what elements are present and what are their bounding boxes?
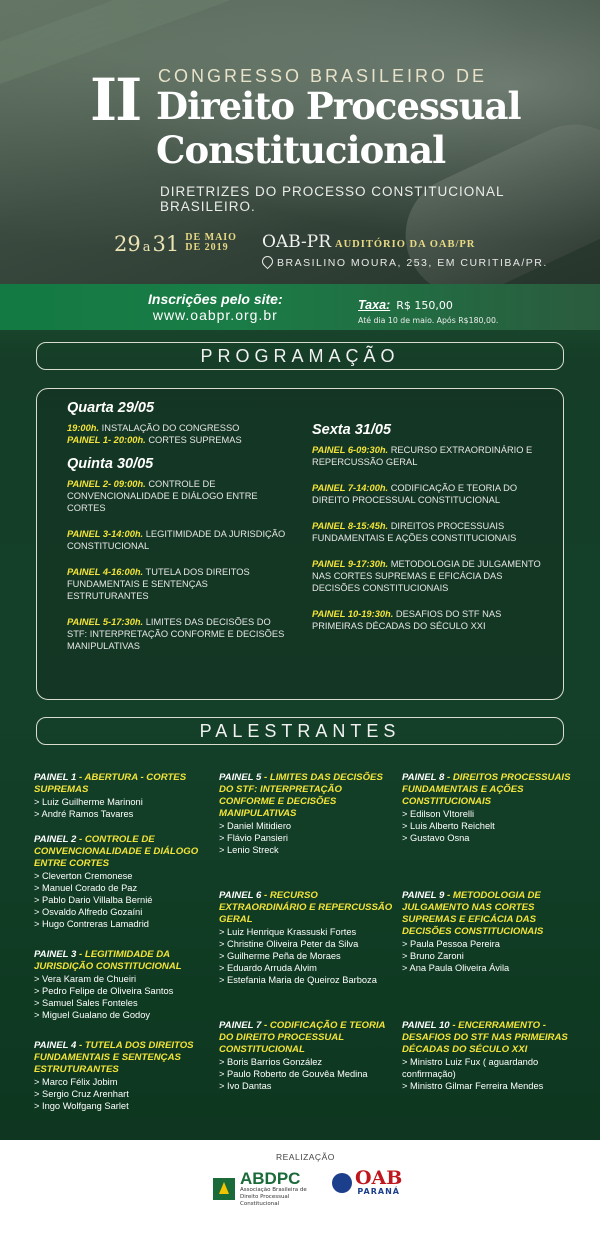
fee-value: R$ 150,00 [396, 299, 453, 312]
header-banner [0, 0, 600, 285]
speaker: > Samuel Sales Fonteles [34, 998, 138, 1008]
venue-org: OAB-PR [262, 232, 332, 252]
speaker: > Osvaldo Alfredo Gozaíni [34, 907, 143, 917]
speaker: > Estefania Maria de Queiroz Barboza [219, 975, 377, 985]
panel-title: PAINEL 8 - DIREITOS PROCESSUAIS FUNDAMENTAIS E AÇÕES CONSTITUCIONAIS [402, 772, 571, 807]
panel-title: PAINEL 10 - ENCERRAMENTO - DESAFIOS DO STF NAS PRIMEIRAS DÉCADAS DO SÉCULO XXI [402, 1020, 568, 1055]
panel-title: PAINEL 1 - ABERTURA - CORTES SUPREMAS [34, 772, 187, 795]
speaker: > Guilherme Peña de Moraes [219, 951, 341, 961]
oab-logo [332, 1169, 402, 1196]
date-start: 29 [114, 232, 141, 256]
day-sexta: Sexta 31/05 [312, 422, 392, 438]
date-month: DE MAIO [185, 232, 237, 243]
panel-10 [402, 1020, 574, 1092]
program-event: PAINEL 7-14:00h. CODIFICAÇÃO E TEORIA DO DIREITO PROCESSUAL CONSTITUCIONAL [312, 483, 518, 505]
panel-title: PAINEL 5 - LIMITES DAS DECISÕES DO STF: INTERPRETAÇÃO CONFORME E DECISÕES MANIPULATIVAS [219, 772, 383, 819]
subtitle: DIRETRIZES DO PROCESSO CONSTITUCIONAL BRASILEIRO. [160, 184, 505, 214]
speaker: > Manuel Corado de Paz [34, 883, 138, 893]
speaker: > Bruno Zaroni [402, 951, 464, 961]
program-event: PAINEL 10-19:30h. DESAFIOS DO STF NAS PRIMEIRAS DÉCADAS DO SÉCULO XXI [312, 609, 502, 631]
venue-address-line [262, 256, 548, 269]
speaker: > Luis Alberto Reichelt [402, 821, 495, 831]
program-event: PAINEL 6-09:30h. RECURSO EXTRAORDINÁRIO E REPERCUSSÃO GERAL [312, 445, 533, 467]
palestrantes-heading: PALESTRANTES [36, 717, 564, 745]
realizacao-label: REALIZAÇÃO [276, 1152, 335, 1162]
program-right-column [312, 424, 547, 646]
registration-label: Inscrições pelo site: [148, 291, 283, 307]
date-year: DE 2019 [185, 242, 229, 253]
abdpc-name: ABDPC [240, 1169, 301, 1188]
date-month-year [185, 232, 237, 253]
abdpc-subtitle: Associação Brasileira de Direito Processual Constitucional [240, 1187, 307, 1207]
speaker: > Luiz Guilherme Marinoni [34, 797, 143, 807]
speaker: > Ivo Dantas [219, 1081, 272, 1091]
venue-address: BRASILINO MOURA, 253, EM CURITIBA/PR. [277, 257, 548, 269]
event-dates [114, 232, 237, 256]
speaker: > Sergio Cruz Arenhart [34, 1089, 129, 1099]
panel-title: PAINEL 7 - CODIFICAÇÃO E TEORIA DO DIREITO PROCESSUAL CONSTITUCIONAL [219, 1020, 386, 1055]
oab-globe-icon [332, 1173, 352, 1193]
fee-note: Até dia 10 de maio. Após R$180,00. [358, 316, 499, 325]
registration-url[interactable]: www.oabpr.org.br [152, 307, 278, 323]
speaker: > Lenio Streck [219, 845, 279, 855]
program-event: PAINEL 4-16:00h. TUTELA DOS DIREITOS FUNDAMENTAIS E SENTENÇAS ESTRUTURANTES [67, 567, 250, 601]
panel-2 [34, 834, 206, 930]
panel-3 [34, 949, 214, 1021]
panel-5 [219, 772, 394, 856]
panel-title: PAINEL 2 - CONTROLE DE CONVENCIONALIDADE E DIÁLOGO ENTRE CORTES [34, 834, 199, 869]
title-line-2: Constitucional [156, 128, 446, 172]
fee-info [358, 294, 498, 325]
speaker: > Vera Karam de Chueiri [34, 974, 137, 984]
panel-9 [402, 890, 572, 974]
panel-1 [34, 772, 206, 820]
programacao-heading: PROGRAMAÇÃO [36, 342, 564, 370]
day-quarta: Quarta 29/05 [67, 400, 155, 416]
speaker: > Hugo Contreras Lamadrid [34, 919, 149, 929]
oab-name: OAB [355, 1167, 403, 1189]
panel-title: PAINEL 4 - TUTELA DOS DIREITOS FUNDAMENTAIS E SENTENÇAS ESTRUTURANTES [34, 1040, 194, 1075]
fee-label: Taxa: [358, 298, 391, 312]
oab-subtitle: PARANÁ [357, 1187, 400, 1196]
panel-title: PAINEL 9 - METODOLOGIA DE JULGAMENTO NAS CORTES SUPREMAS E EFICÁCIA DAS DECISÕES CONSTITUCIONAIS [402, 890, 544, 937]
venue [262, 232, 548, 269]
roman-numeral: II [90, 66, 141, 134]
speaker: > Paulo Roberto de Gouvêa Medina [219, 1069, 368, 1079]
title-line-1: Direito Processual [156, 84, 521, 128]
congress-label: CONGRESSO BRASILEIRO DE [158, 66, 488, 86]
program-event: PAINEL 2- 09:00h. CONTROLE DE CONVENCIONALIDADE E DIÁLOGO ENTRE CORTES [67, 479, 258, 513]
speaker: > Eduardo Arruda Alvim [219, 963, 317, 973]
panel-4 [34, 1040, 206, 1112]
panel-7 [219, 1020, 397, 1092]
speaker: > Paula Pessoa Pereira [402, 939, 500, 949]
panel-6 [219, 890, 399, 986]
program-event: PAINEL 5-17:30h. LIMITES DAS DECISÕES DO STF: INTERPRETAÇÃO CONFORME E DECISÕES MANIPULATIVAS [67, 617, 285, 651]
speaker: > Daniel Mitidiero [219, 821, 292, 831]
registration-info [148, 291, 283, 323]
program-event: PAINEL 8-15:45h. DIREITOS PROCESSUAIS FUNDAMENTAIS E AÇÕES CONSTITUCIONAIS [312, 521, 517, 543]
location-pin-icon [260, 254, 276, 270]
speaker: > Ingo Wolfgang Sarlet [34, 1101, 129, 1111]
program-event: PAINEL 9-17:30h. METODOLOGIA DE JULGAMENTO NAS CORTES SUPREMAS E EFICÁCIA DAS DECISÕES CONSTITUCIONAIS [312, 559, 541, 593]
speaker: > Marco Félix Jobim [34, 1077, 118, 1087]
speaker: > Christine Oliveira Peter da Silva [219, 939, 359, 949]
speaker: > Gustavo Osna [402, 833, 470, 843]
panel-title: PAINEL 3 - LEGITIMIDADE DA JURISDIÇÃO CONSTITUCIONAL [34, 949, 182, 972]
registration-band [0, 284, 600, 330]
speaker: > Boris Barrios González [219, 1057, 323, 1067]
program-left-column [67, 402, 292, 666]
date-end: 31 [152, 232, 180, 256]
program-event: 19:00h. INSTALAÇÃO DO CONGRESSO [67, 423, 240, 433]
panel-8 [402, 772, 584, 844]
speaker: > André Ramos Tavares [34, 809, 134, 819]
venue-place: AUDITÓRIO DA OAB/PR [335, 239, 476, 250]
abdpc-mark-icon [213, 1178, 235, 1200]
panel-title: PAINEL 6 - RECURSO EXTRAORDINÁRIO E REPERCUSSÃO GERAL [219, 890, 393, 925]
day-quinta: Quinta 30/05 [67, 456, 154, 472]
speaker: > Ana Paula Oliveira Ávila [402, 963, 510, 973]
speaker: > Pablo Dario Villalba Bernié [34, 895, 153, 905]
abdpc-logo [213, 1170, 320, 1208]
speaker: > Pedro Felipe de Oliveira Santos [34, 986, 174, 996]
program-event: PAINEL 1- 20:00h. CORTES SUPREMAS [67, 435, 242, 445]
speaker: > Ministro Gilmar Ferreira Mendes [402, 1081, 544, 1091]
date-sep: a [142, 240, 151, 255]
program-event: PAINEL 3-14:00h. LEGITIMIDADE DA JURISDIÇÃO CONSTITUCIONAL [67, 529, 286, 551]
speaker: > Ministro Luiz Fux ( aguardando confirmação) [402, 1057, 539, 1079]
speaker: > Miguel Gualano de Godoy [34, 1010, 151, 1020]
speaker: > Flávio Pansieri [219, 833, 288, 843]
speaker: > Edilson VItorelli [402, 809, 475, 819]
speaker: > Cleverton Cremonese [34, 871, 133, 881]
speaker: > Luiz Henrique Krassuski Fortes [219, 927, 357, 937]
